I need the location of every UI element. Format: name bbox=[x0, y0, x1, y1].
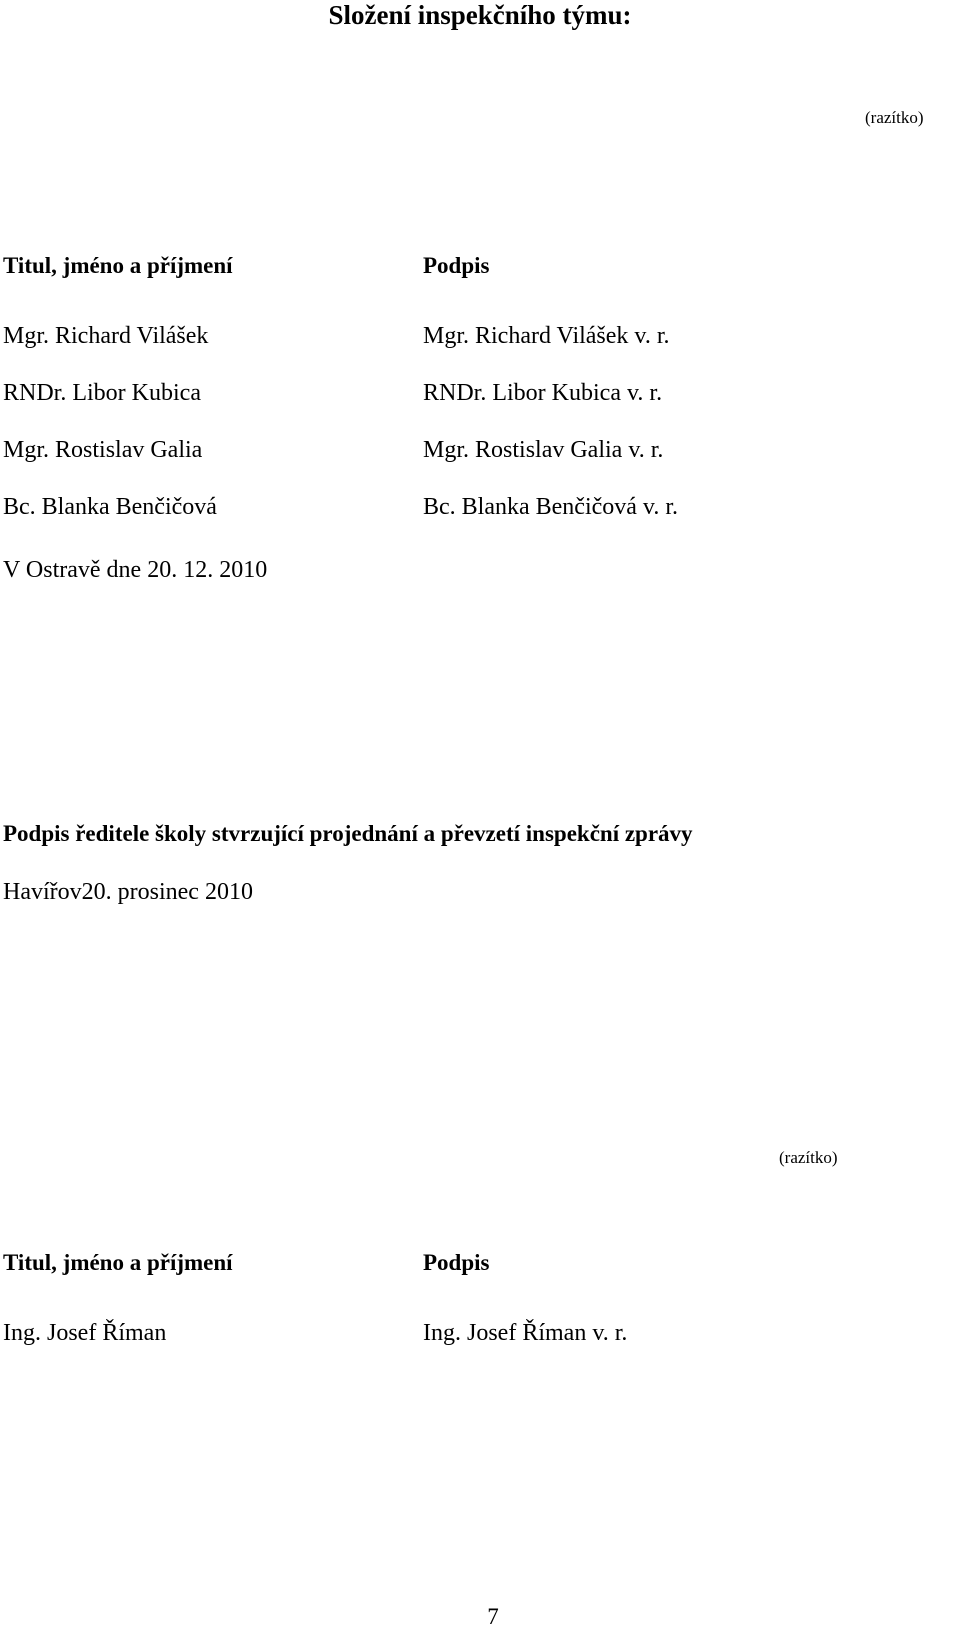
team-member-signature: Mgr. Richard Vilášek v. r. bbox=[423, 323, 670, 349]
team-member-signature: Mgr. Rostislav Galia v. r. bbox=[423, 437, 664, 463]
director-header-signature: Podpis bbox=[423, 1250, 490, 1275]
team-header-name: Titul, jméno a příjmení bbox=[3, 253, 233, 278]
page-number: 7 bbox=[487, 1604, 499, 1629]
team-member-name: Mgr. Rostislav Galia bbox=[3, 437, 203, 463]
stamp-placeholder-director: (razítko) bbox=[779, 1148, 838, 1167]
director-signature: Ing. Josef Říman v. r. bbox=[423, 1320, 628, 1346]
team-member-signature: RNDr. Libor Kubica v. r. bbox=[423, 380, 663, 406]
director-header-name: Titul, jméno a příjmení bbox=[3, 1250, 233, 1275]
director-heading: Podpis ředitele školy stvrzující projednání a převzetí inspekční zprávy bbox=[3, 821, 693, 846]
team-member-name: RNDr. Libor Kubica bbox=[3, 380, 201, 406]
team-member-name: Bc. Blanka Benčičová bbox=[3, 494, 217, 520]
team-member-signature: Bc. Blanka Benčičová v. r. bbox=[423, 494, 679, 520]
team-member-name: Mgr. Richard Vilášek bbox=[3, 323, 209, 349]
team-place-date: V Ostravě dne 20. 12. 2010 bbox=[3, 557, 268, 583]
director-place-date: Havířov20. prosinec 2010 bbox=[3, 879, 253, 905]
document-title: Složení inspekčního týmu: bbox=[328, 0, 632, 30]
stamp-placeholder-team: (razítko) bbox=[865, 108, 924, 127]
team-header-signature: Podpis bbox=[423, 253, 490, 278]
director-name: Ing. Josef Říman bbox=[3, 1320, 167, 1346]
